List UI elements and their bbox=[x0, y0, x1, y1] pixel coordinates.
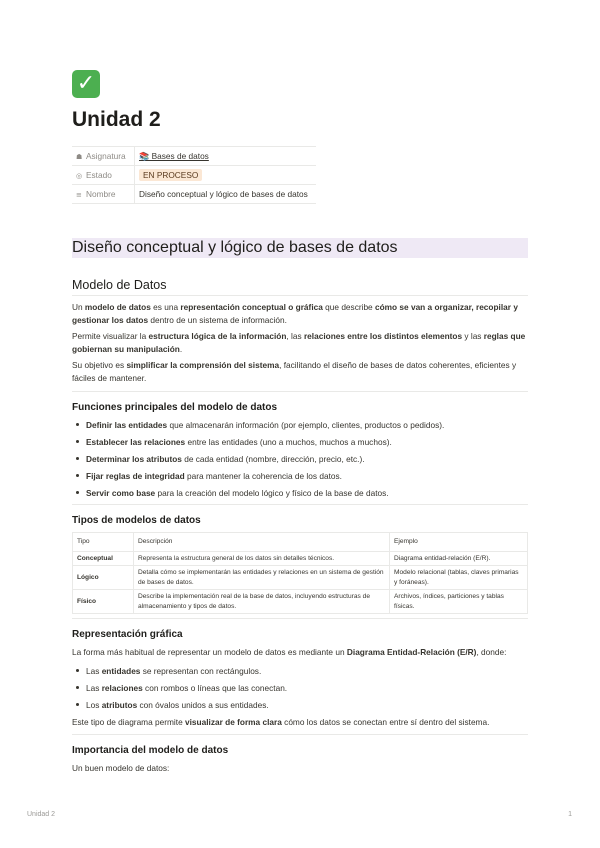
list-item bbox=[72, 453, 528, 465]
text-run: y las bbox=[462, 331, 484, 342]
bold-text: entidades bbox=[101, 665, 141, 676]
section-heading-modelo: Modelo de Datos bbox=[72, 278, 528, 296]
property-key: Nombre bbox=[86, 189, 116, 199]
paragraph: Un buen modelo de datos: bbox=[72, 763, 170, 774]
text-run: . bbox=[179, 343, 183, 354]
table-cell: Físico bbox=[73, 590, 134, 614]
table-cell: Modelo relacional (tablas, claves primarias y foráneas). bbox=[390, 566, 528, 590]
bold-text: Definir las entidades bbox=[86, 419, 168, 430]
text-run: , donde: bbox=[476, 647, 507, 658]
bold-text: cómo se van a organizar, recopilar y gestionar los datos bbox=[72, 302, 518, 325]
bold-text: Establecer las relaciones bbox=[86, 436, 186, 447]
table-header: Tipo bbox=[73, 532, 134, 551]
table-header-row bbox=[73, 532, 528, 551]
subheading-funciones: Funciones principales del modelo de datos bbox=[72, 401, 278, 413]
bold-text: simplificar la comprensión del sistema bbox=[126, 360, 280, 371]
text-lines-icon: ≡ bbox=[76, 191, 82, 199]
table-cell: Archivos, índices, particiones y tablas físicas. bbox=[390, 590, 528, 614]
page-title: Unidad 2 bbox=[72, 108, 161, 131]
bold-text: atributos bbox=[101, 699, 138, 710]
bold-text: Determinar los atributos bbox=[86, 453, 182, 464]
table-row bbox=[73, 551, 528, 566]
table-cell: Lógico bbox=[73, 566, 134, 590]
list-item bbox=[72, 699, 528, 711]
page-number: 1 bbox=[568, 811, 572, 818]
paragraph bbox=[72, 330, 528, 355]
text-run: que describe bbox=[322, 302, 375, 312]
text-run: La forma más habitual de representar un modelo de datos es mediante un bbox=[72, 647, 347, 658]
text-run: Su objetivo es bbox=[72, 360, 127, 371]
divider bbox=[72, 504, 528, 505]
bold-text: relaciones entre los distintos elementos bbox=[303, 331, 463, 342]
check-mark-icon: ✓ bbox=[72, 70, 100, 98]
status-icon: ◎ bbox=[76, 172, 83, 180]
property-value[interactable]: Diseño conceptual y lógico de bases de datos bbox=[139, 189, 308, 199]
text-run: Los bbox=[86, 699, 102, 710]
divider bbox=[72, 618, 528, 619]
main-heading: Diseño conceptual y lógico de bases de datos bbox=[72, 238, 528, 258]
list-item bbox=[72, 665, 528, 677]
subheading-representacion: Representación gráfica bbox=[72, 629, 183, 641]
table-header: Descripción bbox=[134, 532, 390, 551]
property-key: Estado bbox=[86, 170, 112, 180]
asignatura-link[interactable]: 📚 Bases de datos bbox=[139, 150, 209, 161]
table-cell: Conceptual bbox=[73, 551, 134, 566]
graduation-cap-icon: ☗ bbox=[76, 153, 83, 161]
table-cell: Detalla cómo se implementarán las entidades y relaciones en un sistema de gestión de bases de datos. bbox=[134, 566, 390, 590]
paragraph bbox=[72, 359, 528, 384]
text-run: de cada entidad (nombre, dirección, precio, etc.). bbox=[181, 453, 365, 464]
text-run: , facilitando el diseño de bases de datos coherentes, eficientes y fáciles de mantener. bbox=[72, 360, 517, 383]
bold-text: Fijar reglas de integridad bbox=[86, 470, 185, 481]
list-item bbox=[72, 436, 528, 448]
representacion-list bbox=[72, 665, 528, 711]
funciones-list bbox=[72, 419, 528, 499]
text-run: con óvalos unidos a sus entidades. bbox=[137, 699, 269, 710]
list-item bbox=[72, 487, 528, 499]
tipos-table bbox=[72, 532, 528, 615]
list-item bbox=[72, 419, 528, 431]
table-cell: Diagrama entidad-relación (E/R). bbox=[390, 551, 528, 566]
text-run: Un bbox=[72, 302, 85, 312]
bold-text: estructura lógica de la información bbox=[148, 331, 287, 342]
divider bbox=[72, 734, 528, 735]
table-row bbox=[73, 566, 528, 590]
text-run: se representan con rectángulos. bbox=[140, 665, 262, 676]
page-content bbox=[72, 70, 528, 779]
property-row-asignatura bbox=[72, 147, 316, 166]
properties-table bbox=[72, 146, 316, 204]
table-header: Ejemplo bbox=[390, 532, 528, 551]
property-key: Asignatura bbox=[86, 151, 126, 161]
text-run: cómo los datos se conectan entre sí dentro del sistema. bbox=[281, 716, 490, 727]
text-run: Las bbox=[86, 682, 102, 693]
bold-text: representación conceptual o gráfica bbox=[180, 302, 323, 312]
paragraph bbox=[72, 646, 528, 659]
text-run: Las bbox=[86, 665, 102, 676]
text-run: es una bbox=[150, 302, 181, 312]
paragraph bbox=[72, 301, 528, 326]
list-item bbox=[72, 470, 528, 482]
subheading-tipos: Tipos de modelos de datos bbox=[72, 514, 201, 526]
text-run: dentro de un sistema de información. bbox=[148, 314, 287, 325]
status-badge[interactable]: EN PROCESO bbox=[139, 169, 202, 181]
subheading-importancia: Importancia del modelo de datos bbox=[72, 745, 229, 757]
text-run: para la creación del modelo lógico y físico de la base de datos. bbox=[155, 487, 389, 498]
bold-text: Diagrama Entidad-Relación (E/R) bbox=[346, 647, 477, 658]
text-run: Este tipo de diagrama permite bbox=[72, 716, 185, 727]
table-row bbox=[73, 590, 528, 614]
table-cell: Describe la implementación real de la base de datos, incluyendo estructuras de almacenamiento y tipos de datos. bbox=[134, 590, 390, 614]
footer-title: Unidad 2 bbox=[27, 811, 56, 818]
text-run: para mantener la coherencia de los datos. bbox=[184, 470, 342, 481]
bold-text: Servir como base bbox=[86, 487, 156, 498]
paragraph bbox=[72, 716, 528, 729]
property-row-estado bbox=[72, 166, 316, 185]
text-run: con rombos o líneas que las conectan. bbox=[142, 682, 288, 693]
text-run: , las bbox=[286, 331, 304, 342]
bold-text: relaciones bbox=[101, 682, 143, 693]
property-row-nombre bbox=[72, 185, 316, 204]
list-item bbox=[72, 682, 528, 694]
text-run: Permite visualizar la bbox=[72, 331, 149, 342]
divider bbox=[72, 391, 528, 392]
bold-text: visualizar de forma clara bbox=[185, 716, 282, 727]
bold-text: reglas que gobiernan su manipulación bbox=[72, 331, 526, 354]
table-cell: Representa la estructura general de los datos sin detalles técnicos. bbox=[134, 551, 390, 566]
bold-text: modelo de datos bbox=[84, 302, 151, 312]
text-run: entre las entidades (uno a muchos, muchos a muchos). bbox=[185, 436, 392, 447]
text-run: que almacenarán información (por ejemplo, clientes, productos o pedidos). bbox=[167, 419, 445, 430]
